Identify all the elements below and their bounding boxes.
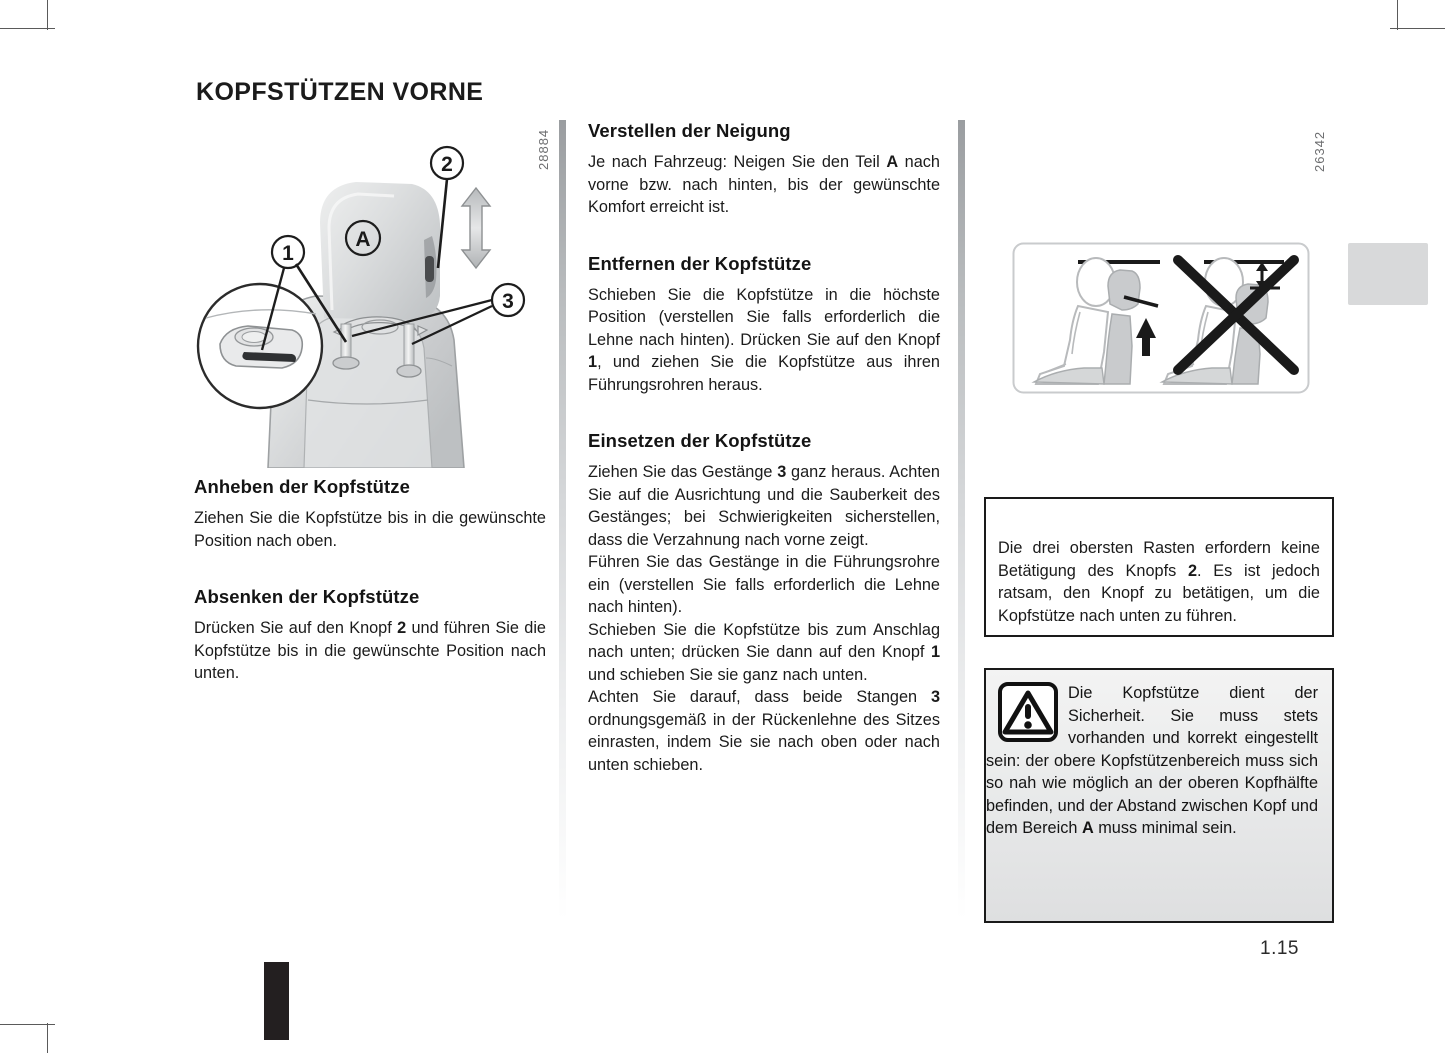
paragraph-einsetzen-2: Führen Sie das Gestänge in die Führungsrohre ein (verstellen Sie falls erforderlich die Lehne nach hinten).	[588, 553, 940, 616]
figure-ref-belt: 26342	[1312, 130, 1327, 172]
svg-text:A: A	[355, 228, 371, 251]
svg-text:1: 1	[282, 242, 294, 265]
heading-anheben: Anheben der Kopfstütze	[194, 476, 410, 497]
heading-verstellen-neigung: Verstellen der Neigung	[588, 120, 791, 141]
head-position-illustration	[1012, 242, 1310, 394]
middle-column	[588, 120, 940, 776]
page-title: KOPFSTÜTZEN VORNE	[196, 78, 484, 106]
page-number: 1.15	[1260, 938, 1299, 959]
paragraph-einsetzen-3: Schieben Sie die Kopfstütze bis zum Anschlag nach unten; drücken Sie dann auf den Knopf 1 und schieben Sie sie ganz nach unten.	[588, 620, 940, 684]
section-color-bar	[264, 962, 289, 1040]
warning-box-text: Die Kopfstütze dient der Sicherheit. Sie muss stets vorhanden und korrekt eingestellt sein: der obere Kopfstützenbereich muss sich so nah wie möglich an der oberen Kopfhälfte befinden, und der Abstand zwischen Kopf und dem Bereich A muss minimal sein.	[986, 684, 1318, 837]
heading-einsetzen: Einsetzen der Kopfstütze	[588, 430, 812, 451]
paragraph-anheben: Ziehen Sie die Kopfstütze bis in die gewünschte Position nach oben.	[194, 509, 546, 550]
crop-mark-bottom-left-h	[0, 1024, 55, 1025]
svg-text:3: 3	[502, 290, 514, 313]
svg-text:2: 2	[441, 153, 453, 176]
crop-mark-top-left-h	[0, 28, 55, 29]
heading-absenken: Absenken der Kopfstütze	[194, 586, 420, 607]
note-box-text: Die drei obersten Rasten erfordern keine Betätigung des Knopfs 2. Es ist jedoch ratsam, den Knopf zu betätigen, um die Kopfstütze nach unten zu führen.	[998, 539, 1320, 625]
figure-ref-seat: 28884	[536, 128, 551, 170]
crop-mark-top-left-v	[47, 0, 48, 30]
warning-triangle-icon	[998, 682, 1058, 742]
paragraph-verstellen-neigung: Je nach Fahrzeug: Neigen Sie den Teil A nach vorne bzw. nach hinten, bis der gewünschte Komfort erreicht ist.	[588, 153, 940, 216]
crop-mark-bottom-left-v	[47, 1023, 48, 1053]
column-divider-left	[559, 120, 566, 920]
heading-entfernen: Entfernen der Kopfstütze	[588, 252, 812, 274]
crop-mark-top-right-v	[1397, 0, 1398, 30]
paragraph-entfernen: Schieben Sie die Kopfstütze in die höchste Position (verstellen Sie falls erforderlich die Lehne nach hinten). Drücken Sie auf den Knopf 1, und ziehen Sie die Kopfstütze aus ihren Führungsrohren heraus.	[588, 285, 940, 394]
column-divider-right	[958, 120, 965, 920]
paragraph-einsetzen-4: Achten Sie darauf, dass beide Stangen 3 ordnungsgemäß in der Rückenlehne des Sitzes einrasten, indem Sie sie nach oben oder nach unten schieben.	[588, 688, 940, 774]
paragraph-einsetzen-1: Ziehen Sie das Gestänge 3 ganz heraus. Achten Sie auf die Ausrichtung und die Sauberkeit des Gestänges; bei Schwierigkeiten sicherstellen, dass die Verzahnung nach vorne zeigt.	[588, 463, 940, 549]
crop-mark-top-right-h	[1390, 28, 1445, 29]
paragraph-absenken: Drücken Sie auf den Knopf 2 und führen Sie die Kopfstütze bis in die gewünschte Position nach unten.	[194, 619, 546, 682]
note-box	[984, 497, 1334, 637]
warning-box	[984, 668, 1334, 923]
left-column	[194, 120, 546, 685]
chapter-tab-marker	[1348, 243, 1428, 305]
